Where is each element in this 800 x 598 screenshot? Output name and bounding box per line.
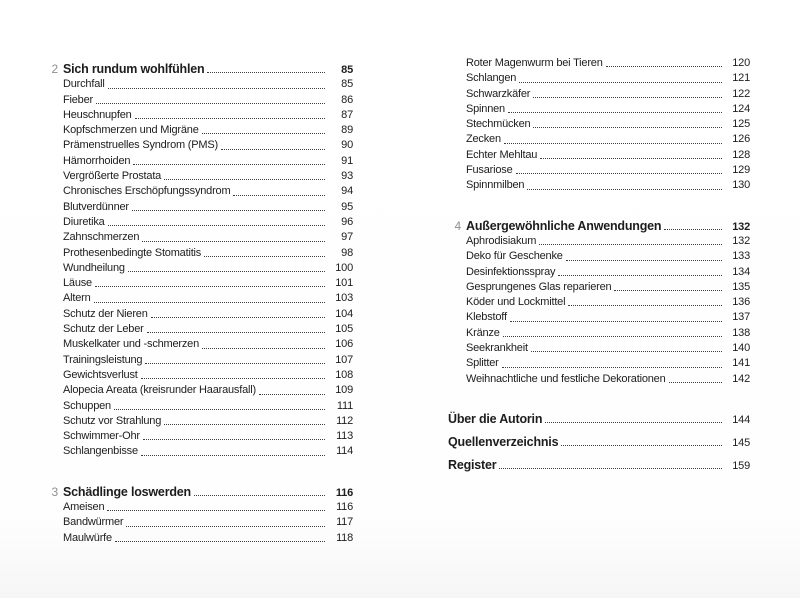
entry-label: Gesprungenes Glas reparieren	[466, 280, 612, 293]
toc-entry-row	[45, 276, 353, 291]
toc-entry-row	[45, 215, 353, 230]
page-number: 125	[732, 118, 750, 131]
page-number: 114	[336, 445, 353, 458]
toc-entry-row	[45, 169, 353, 184]
entry-label: Echter Mehltau	[466, 148, 538, 161]
dot-leader	[133, 164, 325, 165]
toc-entry-row	[45, 108, 353, 123]
section-title: Schädlinge loswerden	[63, 484, 191, 499]
entry-label: Köder und Lockmittel	[466, 296, 566, 309]
toc-entry-row	[45, 337, 353, 352]
page-number: 118	[336, 531, 353, 544]
dot-leader	[539, 244, 722, 245]
page-number: 122	[732, 87, 750, 100]
toc-entry-row	[448, 87, 750, 102]
toc-entry-row	[45, 246, 353, 261]
page-number: 107	[335, 353, 353, 366]
toc-entry-row	[45, 383, 353, 398]
entry-label: Wundheilung	[63, 261, 125, 274]
toc-entry-row	[45, 200, 353, 215]
entry-label: Zecken	[466, 133, 501, 146]
toc-entry-row	[448, 458, 750, 473]
entry-label: Spinnen	[466, 102, 505, 115]
dot-leader	[545, 422, 722, 423]
dot-leader	[568, 305, 722, 306]
dot-leader	[95, 286, 325, 287]
toc-entry-row	[448, 148, 750, 163]
toc-section-heading	[45, 62, 353, 77]
dot-leader	[107, 510, 325, 511]
toc-entry-row	[45, 368, 353, 383]
entry-label: Schwimmer-Ohr	[63, 430, 140, 443]
page-number: 104	[335, 307, 353, 320]
page-number: 140	[732, 342, 750, 355]
page-number: 112	[336, 414, 353, 427]
toc-entry-row	[45, 184, 353, 199]
toc-entry-row	[45, 77, 353, 92]
entry-label: Roter Magenwurm bei Tieren	[466, 57, 603, 69]
page-number: 141	[732, 357, 750, 370]
toc-entry-row	[45, 429, 353, 444]
toc-entry-row	[45, 500, 353, 515]
toc-entry-row	[45, 531, 353, 546]
dot-leader	[504, 143, 722, 144]
entry-label: Chronisches Erschöpfungssyndrom	[63, 185, 231, 198]
dot-leader	[503, 336, 722, 337]
dot-leader	[147, 332, 325, 333]
page-number: 113	[336, 430, 353, 443]
page-number: 90	[341, 139, 353, 152]
toc-entry-row	[45, 307, 353, 322]
toc-entry-row	[448, 341, 750, 356]
dot-leader	[533, 127, 722, 128]
dot-leader	[164, 179, 325, 180]
entry-label: Prämenstruelles Syndrom (PMS)	[63, 139, 218, 152]
chapter-number: 2	[51, 62, 58, 76]
entry-label: Kränze	[466, 326, 500, 339]
section-title: Sich rundum wohlfühlen	[63, 62, 205, 76]
dot-leader	[531, 351, 722, 352]
toc-block-section	[45, 62, 353, 460]
section-title: Außergewöhnliche Anwendungen	[466, 218, 662, 233]
dot-leader	[108, 88, 325, 89]
page-number: 116	[336, 501, 353, 514]
entry-label: Deko für Geschenke	[466, 250, 563, 263]
toc-entry-row	[45, 154, 353, 169]
entry-label: Aphrodisiakum	[466, 234, 537, 247]
toc-entry-row	[448, 372, 750, 387]
page-number: 116	[335, 486, 353, 499]
entry-label: Maulwürfe	[63, 531, 112, 544]
page-number: 133	[732, 250, 750, 263]
page-number: 108	[335, 368, 353, 381]
dot-leader	[519, 82, 722, 83]
dot-leader	[145, 363, 325, 364]
page-number: 128	[732, 148, 750, 161]
page-number: 120	[732, 57, 750, 69]
dot-leader	[533, 97, 722, 98]
dot-leader	[141, 455, 325, 456]
page-number: 130	[732, 179, 750, 192]
toc-entry-row	[45, 353, 353, 368]
toc-entry-row	[45, 444, 353, 459]
entry-label: Alopecia Areata (kreisrunder Haarausfall)	[63, 384, 256, 397]
page-number: 121	[732, 72, 750, 85]
entry-label: Schlangen	[466, 72, 517, 85]
toc-block-section	[45, 485, 353, 546]
backmatter-title: Quellenverzeichnis	[448, 434, 559, 449]
toc-entry-row	[448, 356, 750, 371]
toc-entry-row	[448, 280, 750, 295]
dot-leader	[614, 290, 722, 291]
dot-leader	[202, 133, 325, 134]
dot-leader	[194, 495, 325, 496]
toc-column-right	[448, 56, 750, 473]
page-number: 97	[341, 231, 353, 244]
toc-block-backmatter	[448, 412, 750, 473]
toc-entry-row	[45, 414, 353, 429]
entry-label: Schwarzkäfer	[466, 87, 531, 100]
chapter-number: 3	[51, 484, 58, 499]
page-number: 94	[341, 185, 353, 198]
backmatter-title: Register	[448, 457, 497, 472]
page-number: 145	[732, 436, 750, 449]
toc-entry-row	[45, 230, 353, 245]
dot-leader	[259, 394, 325, 395]
dot-leader	[510, 321, 722, 322]
entry-label: Schuppen	[63, 399, 111, 412]
entry-label: Fieber	[63, 93, 93, 106]
toc-entry-row	[448, 178, 750, 193]
dot-leader	[561, 445, 722, 446]
dot-leader	[664, 229, 722, 230]
dot-leader	[527, 189, 722, 190]
entry-label: Blutverdünner	[63, 200, 129, 213]
entry-label: Fusariose	[466, 164, 513, 177]
dot-leader	[540, 158, 722, 159]
entry-label: Läuse	[63, 277, 92, 290]
page-number: 144	[732, 413, 750, 426]
page-number: 87	[341, 108, 353, 121]
page-number: 159	[732, 459, 750, 472]
dot-leader	[202, 348, 325, 349]
dot-leader	[558, 275, 722, 276]
dot-leader	[108, 225, 325, 226]
entry-label: Stechmücken	[466, 118, 531, 131]
page-number: 96	[341, 215, 353, 228]
page-number: 85	[341, 64, 353, 76]
page-number: 85	[341, 78, 353, 91]
entry-label: Gewichtsverlust	[63, 368, 138, 381]
toc-entry-row	[448, 56, 750, 71]
toc-entry-row	[448, 102, 750, 117]
page-number: 137	[732, 311, 750, 324]
toc-entry-row	[45, 93, 353, 108]
dot-leader	[502, 367, 722, 368]
page-number: 98	[341, 246, 353, 259]
dot-leader	[141, 378, 325, 379]
toc-entry-row	[45, 261, 353, 276]
dot-leader	[94, 302, 325, 303]
entry-label: Schutz der Leber	[63, 323, 144, 336]
toc-entry-row	[448, 265, 750, 280]
entry-label: Schutz der Nieren	[63, 307, 148, 320]
page-number: 91	[341, 154, 353, 167]
toc-column-left	[45, 62, 353, 546]
entry-label: Weihnachtliche und festliche Dekorationen	[466, 372, 666, 385]
entry-label: Diuretika	[63, 215, 105, 228]
toc-entry-row	[448, 249, 750, 264]
dot-leader	[499, 468, 722, 469]
toc-entry-row	[448, 234, 750, 249]
page-number: 103	[335, 292, 353, 305]
toc-entry-row	[45, 515, 353, 530]
toc-entry-row	[448, 71, 750, 86]
page-number: 93	[341, 170, 353, 183]
dot-leader	[221, 149, 325, 150]
dot-leader	[606, 66, 722, 67]
entry-label: Schlangenbisse	[63, 445, 138, 458]
dot-leader	[142, 241, 325, 242]
entry-label: Hämorrhoiden	[63, 154, 131, 167]
toc-entry-row	[448, 117, 750, 132]
entry-label: Vergrößerte Prostata	[63, 170, 162, 183]
dot-leader	[126, 526, 325, 527]
toc-block-entries	[448, 56, 750, 194]
dot-leader	[115, 541, 325, 542]
toc-entry-row	[45, 123, 353, 138]
entry-label: Durchfall	[63, 78, 105, 91]
dot-leader	[135, 118, 325, 119]
dot-leader	[143, 439, 325, 440]
toc-entry-row	[448, 412, 750, 427]
page-number: 95	[341, 200, 353, 213]
page-number: 135	[732, 280, 750, 293]
page-number: 124	[732, 102, 750, 115]
dot-leader	[233, 195, 325, 196]
toc-entry-row	[448, 326, 750, 341]
backmatter-title: Über die Autorin	[448, 411, 543, 426]
entry-label: Prothesenbedingte Stomatitis	[63, 246, 202, 259]
toc-entry-row	[448, 435, 750, 450]
page-number: 109	[335, 384, 353, 397]
dot-leader	[128, 271, 325, 272]
dot-leader	[207, 72, 325, 73]
page-number: 101	[335, 277, 353, 290]
entry-label: Seekrankheit	[466, 342, 528, 355]
toc-entry-row	[448, 310, 750, 325]
dot-leader	[669, 382, 722, 383]
page-number: 111	[336, 399, 353, 412]
dot-leader	[566, 260, 722, 261]
entry-label: Desinfektionsspray	[466, 265, 556, 278]
page-number: 132	[732, 234, 750, 247]
dot-leader	[516, 173, 723, 174]
dot-leader	[508, 112, 722, 113]
entry-label: Spinnmilben	[466, 179, 525, 192]
page-number: 100	[335, 261, 353, 274]
toc-entry-row	[448, 295, 750, 310]
toc-entry-row	[448, 132, 750, 147]
toc-section-heading	[45, 485, 353, 500]
page-number: 89	[341, 124, 353, 137]
entry-label: Altern	[63, 292, 91, 305]
toc-entry-row	[448, 163, 750, 178]
dot-leader	[132, 210, 325, 211]
page-number: 106	[335, 338, 353, 351]
toc-block-section	[448, 219, 750, 387]
entry-label: Ameisen	[63, 501, 105, 514]
toc-section-heading	[448, 219, 750, 234]
entry-label: Kopfschmerzen und Migräne	[63, 124, 199, 137]
toc-entry-row	[45, 291, 353, 306]
dot-leader	[114, 409, 325, 410]
page-number: 86	[341, 93, 353, 106]
entry-label: Trainingsleistung	[63, 353, 143, 366]
entry-label: Muskelkater und -schmerzen	[63, 338, 200, 351]
page-number: 117	[336, 516, 353, 529]
entry-label: Klebstoff	[466, 311, 507, 324]
dot-leader	[151, 317, 325, 318]
page-number: 105	[335, 323, 353, 336]
page-number: 129	[732, 164, 750, 177]
page-number: 138	[732, 326, 750, 339]
toc-entry-row	[45, 138, 353, 153]
dot-leader	[164, 424, 325, 425]
entry-label: Schutz vor Strahlung	[63, 414, 162, 427]
dot-leader	[204, 256, 325, 257]
page-number: 142	[732, 372, 750, 385]
page-number: 134	[732, 265, 750, 278]
page-number: 126	[732, 133, 750, 146]
entry-label: Heuschnupfen	[63, 108, 132, 121]
dot-leader	[96, 103, 325, 104]
entry-label: Splitter	[466, 357, 499, 370]
toc-entry-row	[45, 322, 353, 337]
page-number: 132	[732, 220, 750, 233]
entry-label: Bandwürmer	[63, 516, 124, 529]
entry-label: Zahnschmerzen	[63, 231, 140, 244]
chapter-number: 4	[454, 218, 461, 233]
toc-entry-row	[45, 399, 353, 414]
page-number: 136	[732, 296, 750, 309]
